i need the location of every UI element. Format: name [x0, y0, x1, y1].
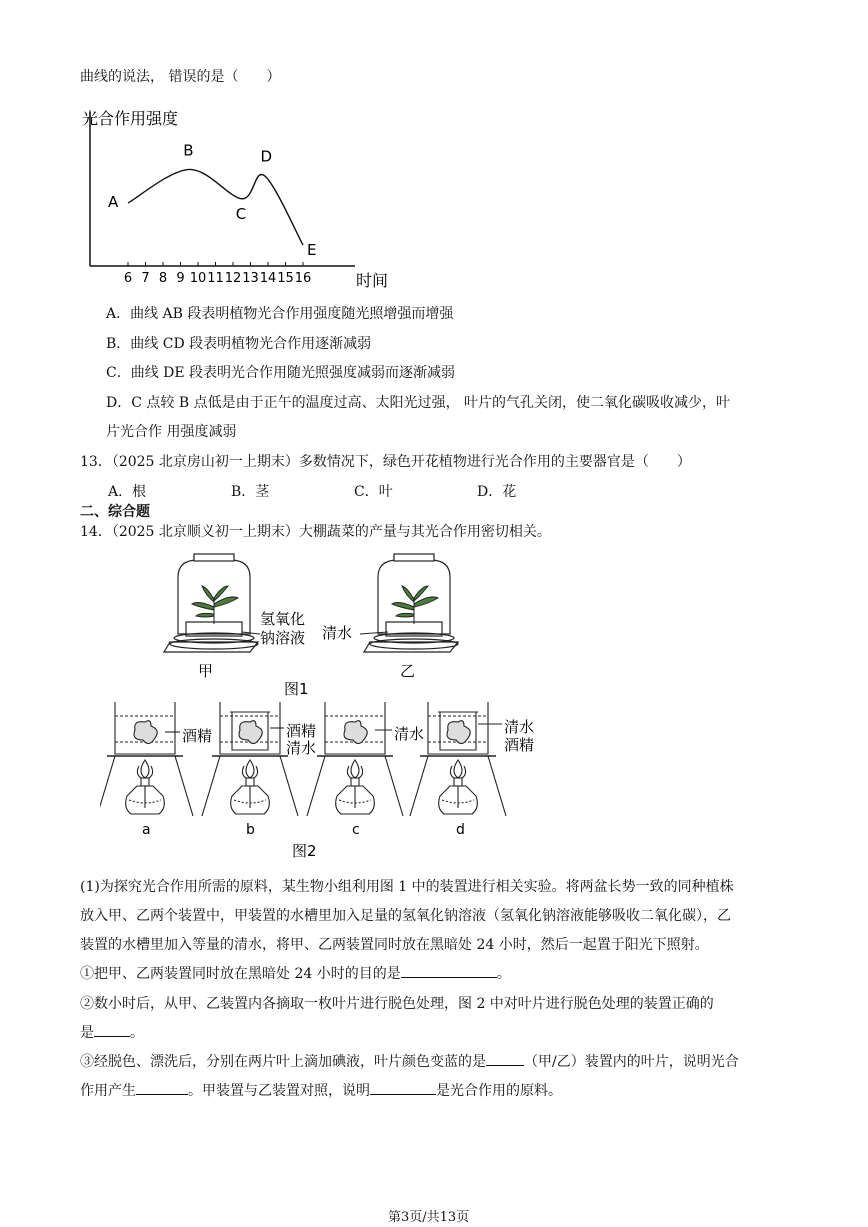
label-d-alcohol: 酒精 — [504, 736, 535, 754]
stand-leg-r-a — [175, 756, 193, 816]
question-13-stem: 13．（2025 北京房山初一上期末）多数情况下，绿色开花植物进行光合作用的主要器官是（ ） — [80, 454, 691, 470]
x-tick-label-16: 16 — [294, 271, 312, 286]
point-label-e: E — [307, 241, 317, 259]
x-tick-label-11: 11 — [207, 271, 224, 286]
figure-2-apparatus — [100, 696, 540, 861]
section-title: 二、综合题 — [80, 504, 150, 520]
label-jia: 甲 — [198, 662, 214, 680]
series-line — [128, 169, 303, 245]
x-tick-label-9: 9 — [176, 271, 185, 286]
leaf-a — [134, 721, 157, 744]
leaf-b — [239, 721, 262, 744]
wick-a — [141, 778, 149, 786]
letter-c: c — [352, 822, 360, 838]
q13-option-b: B．茎 — [231, 484, 270, 500]
label-a-alcohol: 酒精 — [182, 727, 213, 745]
answer-blank-1[interactable] — [401, 963, 497, 978]
q12-option-b: B．曲线 CD 段表明植物光合作用逐渐减弱 — [106, 336, 372, 352]
x-tick-label-7: 7 — [141, 271, 150, 286]
stand-leg-l-c — [307, 756, 325, 816]
q12-option-a: A．曲线 AB 段表明植物光合作用强度随光照增强而增强 — [106, 306, 454, 322]
sub-question-1: ①把甲、乙两装置同时放在黑暗处 24 小时的目的是 。 — [80, 963, 511, 983]
point-label-c: C — [235, 204, 247, 223]
answer-blank-2[interactable] — [94, 1022, 130, 1037]
photosynthesis-chart — [80, 100, 400, 290]
question-14-stem: 14．（2025 北京顺义初一上期末）大棚蔬菜的产量与其光合作用密切相关。 — [80, 524, 551, 540]
para-line-3: 装置的水槽里加入等量的清水，将甲、乙两装置同时放在黑暗处 24 小时，然后一起置于阳光下照射。 — [80, 937, 709, 953]
letter-d: d — [456, 822, 465, 838]
flame-b — [246, 760, 254, 778]
wick-d — [454, 778, 462, 786]
answer-blank-5[interactable] — [370, 1080, 436, 1095]
stand-leg-r-c — [385, 756, 403, 816]
sub-question-3-cont: 作用产生 。甲装置与乙装置对照，说明 是光合作用的原料。 — [80, 1080, 562, 1100]
flame-c — [351, 760, 359, 778]
label-naoh-2: 钠溶液 — [260, 629, 306, 647]
label-d-water: 清水 — [504, 718, 535, 736]
q12-option-c: C．曲线 DE 段表明光合作用随光照强度减弱而逐渐减弱 — [106, 365, 456, 381]
flame-a — [141, 760, 149, 778]
q12-option-d-cont: 片光合作 用强度减弱 — [106, 424, 237, 440]
flame-outer-r-b — [254, 766, 258, 778]
letter-a: a — [142, 822, 151, 838]
x-tick-label-15: 15 — [277, 271, 294, 286]
flame-outer-l-b — [242, 766, 246, 778]
flame-d — [454, 760, 462, 778]
flame-outer-r-c — [359, 766, 363, 778]
bell-jar-yi — [364, 554, 458, 652]
y-axis-label: 光合作用强度 — [82, 109, 179, 128]
leaf-d — [447, 721, 470, 744]
label-yi: 乙 — [400, 662, 416, 680]
para-line-1: (1)为探究光合作用所需的原料，某生物小组利用图 1 中的装置进行相关实验。将两盆长势一致的同种植株 — [80, 879, 734, 895]
page-footer: 第3页/共13页 — [388, 1210, 470, 1225]
bell-jar-jia — [164, 554, 258, 652]
q13-option-c: C．叶 — [354, 484, 393, 500]
label-b-alcohol: 酒精 — [286, 722, 317, 740]
stand-leg-r-b — [280, 756, 298, 816]
q13-option-d: D．花 — [477, 484, 517, 500]
stand-leg-r-d — [488, 756, 506, 816]
flame-outer-l-c — [347, 766, 351, 778]
x-axis-label: 时间 — [356, 271, 389, 290]
sub-question-2: ②数小时后，从甲、乙装置内各摘取一枚叶片进行脱色处理，图 2 中对叶片进行脱色处理的装置正确的 — [80, 996, 714, 1012]
q12-option-d: D．C 点较 B 点低是由于正午的温度过高、太阳光过强， 叶片的气孔关闭，使二氧化碳吸收减少，叶 — [106, 395, 731, 411]
stand-leg-l-d — [410, 756, 428, 816]
plant-jia — [192, 586, 238, 624]
question-12-tail: 曲线的说法， 错误的是（ ） — [80, 69, 281, 85]
answer-blank-3[interactable] — [486, 1051, 524, 1066]
point-label-a: A — [108, 193, 119, 211]
x-tick-label-6: 6 — [123, 271, 133, 286]
flame-outer-r-d — [462, 766, 466, 778]
plant-yi — [392, 586, 438, 624]
leaf-c — [344, 721, 367, 744]
wick-c — [351, 778, 359, 786]
para-line-2: 放入甲、乙两个装置中，甲装置的水槽里加入足量的氢氧化钠溶液（氢氧化钠溶液能够吸收二氧化碳），乙 — [80, 908, 731, 924]
label-naoh-1: 氢氧化 — [260, 610, 306, 628]
sub-question-3: ③经脱色、漂洗后，分别在两片叶上滴加碘液，叶片颜色变蓝的是 （甲/乙）装置内的叶片，说明光合 — [80, 1051, 739, 1071]
q13-option-a: A．根 — [108, 484, 147, 500]
stand-leg-l-b — [202, 756, 220, 816]
wick-b — [246, 778, 254, 786]
x-tick-label-14: 14 — [259, 271, 277, 286]
x-tick-label-13: 13 — [242, 271, 259, 286]
sub-question-2-cont: 是 。 — [80, 1022, 144, 1042]
label-c-water: 清水 — [394, 725, 425, 743]
x-tick-label-8: 8 — [158, 271, 168, 286]
letter-b: b — [246, 822, 255, 838]
point-label-b: B — [183, 141, 194, 160]
figure-1-caption: 图1 — [284, 680, 309, 698]
x-tick-label-10: 10 — [189, 271, 207, 286]
flame-outer-l-a — [137, 766, 141, 778]
answer-blank-4[interactable] — [136, 1080, 188, 1095]
point-label-d: D — [260, 147, 273, 166]
flame-outer-l-d — [450, 766, 454, 778]
figure-2-caption: 图2 — [292, 842, 317, 860]
flame-outer-r-a — [149, 766, 153, 778]
label-b-water: 清水 — [286, 739, 317, 757]
label-water: 清水 — [322, 624, 353, 642]
x-tick-label-12: 12 — [224, 271, 242, 286]
figure-1-apparatus — [150, 552, 480, 702]
stand-leg-l-a — [100, 756, 115, 816]
